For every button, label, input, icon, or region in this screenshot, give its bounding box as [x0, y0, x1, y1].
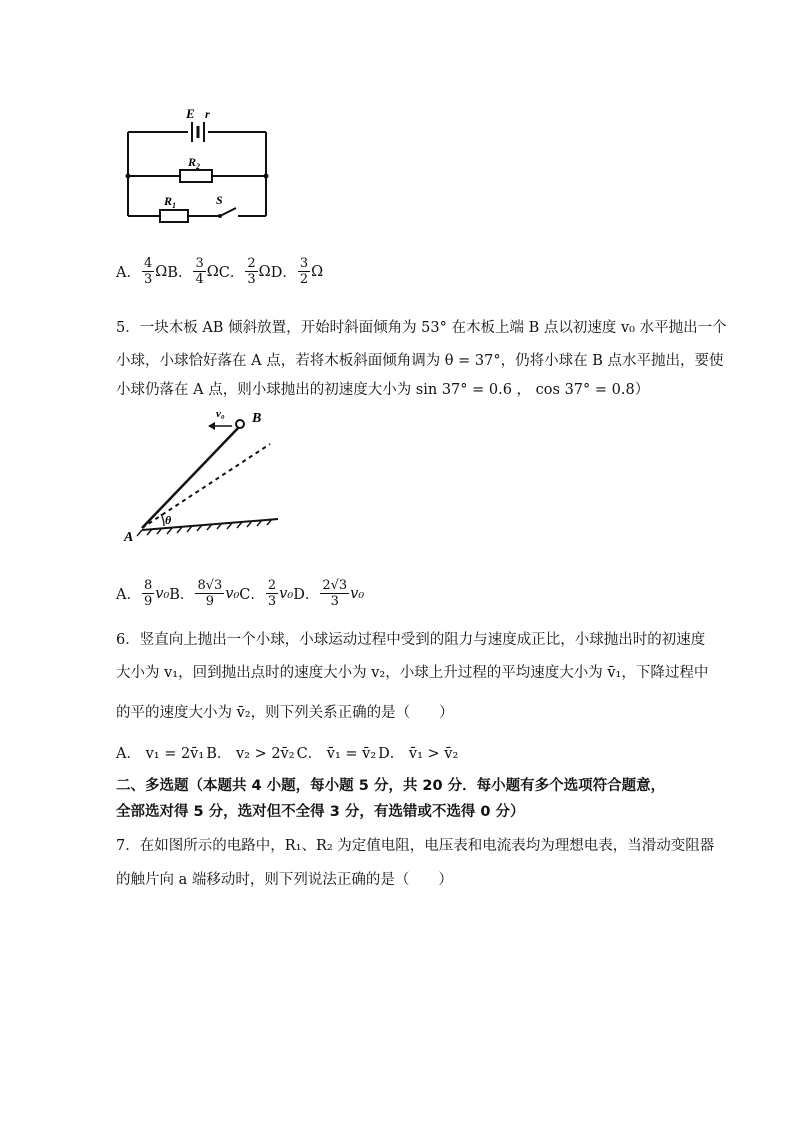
v0-label: v₀ [216, 408, 225, 420]
theta-label: θ [165, 513, 172, 527]
q6-option-b: B． v₂ > 2v̄₂ [206, 746, 295, 762]
q4-options [116, 256, 323, 287]
r1-letter: R [164, 194, 173, 208]
q5-option-b-fraction [195, 578, 224, 609]
q4-a-unit: Ω [155, 263, 168, 280]
q5-c-tail: v₀ [279, 585, 294, 602]
q5-a-tail: v₀ [155, 585, 170, 602]
q4-a-den: 3 [143, 272, 153, 287]
q5-c-num: 2 [267, 578, 277, 593]
q5-c-den: 3 [267, 594, 277, 609]
section-heading-line-2: 全部选对得 5 分，选对但不全得 3 分，有选错或不选得 0 分） [116, 804, 525, 820]
q4-option-d-label: D． [270, 265, 297, 281]
q5-d-tail: v₀ [350, 585, 365, 602]
q6-line-2: 大小为 v₁，回到抛出点时的速度大小为 v₂，小球上升过程的平均速度大小为 v̄₁，下降过程中 [116, 665, 709, 681]
q7-line-1: 7．在如图所示的电路中，R₁、R₂ 为定值电阻，电压表和电流表均为理想电表，当滑动变阻器 [116, 838, 715, 854]
q4-option-c-label: C． [218, 265, 245, 281]
q6-line-3: 的平的速度大小为 v̄₂，则下列关系正确的是（ ） [116, 705, 454, 721]
internal-resistance-label: r [205, 107, 210, 121]
r2-letter: R [188, 155, 197, 169]
q5-d-den: 3 [330, 594, 339, 609]
q5-line-1: 5．一块木板 AB 倾斜放置，开始时斜面倾角为 53° 在木板上端 B 点以初速度 v₀ 水平抛出一个 [116, 320, 727, 336]
q5-option-a-fraction [142, 578, 154, 609]
q6-option-c: C． v̄₁ = v̄₂ [296, 746, 377, 762]
q5-option-d-fraction [320, 578, 349, 609]
q4-c-den: 3 [247, 272, 256, 287]
q5-options [116, 578, 364, 609]
q5-option-c-fraction [266, 578, 278, 609]
incline-diagram [120, 400, 290, 550]
r2-subscript: 2 [196, 162, 201, 171]
q5-d-num: 2√3 [322, 578, 348, 593]
q5-b-tail: v₀ [225, 585, 240, 602]
switch-label: S [216, 193, 223, 207]
r1-label [163, 194, 176, 210]
r1-subscript: 1 [172, 201, 177, 210]
q4-b-num: 3 [195, 256, 204, 271]
q5-option-b-label: B． [169, 587, 195, 603]
q4-a-num: 4 [143, 256, 153, 271]
q4-d-den: 2 [299, 272, 309, 287]
q5-option-a-label: A． [116, 587, 141, 603]
q4-option-b-fraction [193, 256, 205, 287]
r2-label [187, 155, 200, 171]
q5-a-num: 8 [143, 578, 153, 593]
section-heading-line-1: 二、多选题（本题共 4 小题，每小题 5 分，共 20 分．每小题有多个选项符合题意， [116, 778, 666, 794]
q4-b-unit: Ω [206, 263, 219, 280]
circuit-diagram [120, 100, 280, 225]
point-b-label: B [252, 411, 262, 426]
q5-b-num: 8√3 [197, 578, 223, 593]
q4-option-a-fraction [142, 256, 154, 287]
q4-d-num: 3 [299, 256, 309, 271]
q4-c-num: 2 [247, 256, 256, 271]
q6-line-1: 6．竖直向上抛出一个小球，小球运动过程中受到的阻力与速度成正比，小球抛出时的初速度 [116, 632, 706, 648]
q5-line-3: 小球仍落在 A 点，则小球抛出的初速度大小为 sin 37° = 0.6 ， cos 37° = 0.8） [116, 382, 650, 398]
q5-option-c-label: C． [239, 587, 265, 603]
q5-option-d-label: D． [293, 587, 320, 603]
q4-option-b-label: B． [167, 265, 193, 281]
q4-option-a-label: A． [116, 265, 141, 281]
q4-option-c-fraction [245, 256, 257, 287]
q4-b-den: 4 [195, 272, 204, 287]
q6-option-a: A． v₁ = 2v̄₁ [116, 746, 205, 762]
q7-line-2: 的触片向 a 端移动时，则下列说法正确的是（ ） [116, 872, 453, 888]
q6-options [116, 742, 458, 763]
q4-d-unit: Ω [311, 263, 324, 280]
q5-b-den: 9 [205, 594, 214, 609]
point-a-label: A [124, 530, 134, 545]
q4-c-unit: Ω [258, 263, 271, 280]
q4-option-d-fraction [298, 256, 310, 287]
q6-option-d: D． v̄₁ > v̄₂ [378, 746, 459, 762]
emf-label: E [186, 106, 195, 121]
q5-a-den: 9 [143, 594, 153, 609]
q5-line-2: 小球，小球恰好落在 A 点，若将木板斜面倾角调为 θ = 37°，仍将小球在 B 点水平抛出，要使 [116, 353, 724, 369]
